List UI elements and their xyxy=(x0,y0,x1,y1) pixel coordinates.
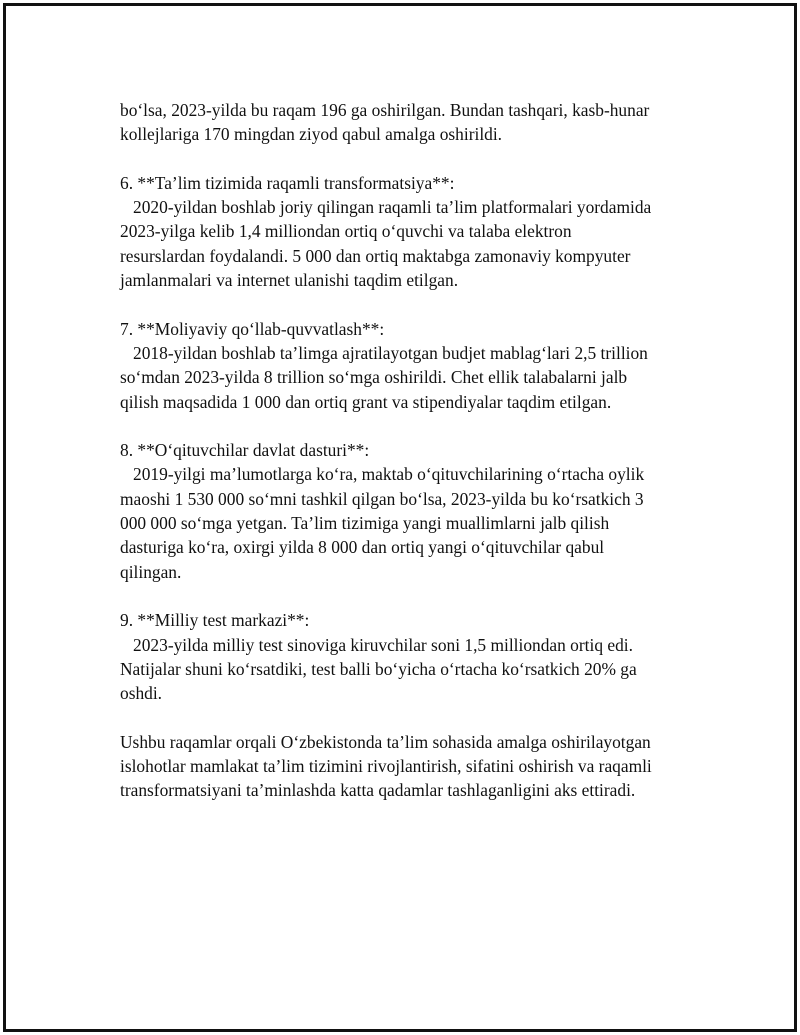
text-line: 000 000 so‘mga yetgan. Ta’lim tizimiga yangi muallimlarni jalb qilish xyxy=(120,513,610,534)
section-9-national-test-center xyxy=(120,608,700,705)
text-line: transformatsiyani ta’minlashda katta qadamlar tashlaganligini aks ettiradi. xyxy=(120,780,636,801)
text-line: 2023-yilda milliy test sinoviga kiruvchilar soni 1,5 milliondan ortiq edi. xyxy=(120,634,633,655)
text-line: 2018-yildan boshlab ta’limga ajratilayotgan budjet mablag‘lari 2,5 trillion xyxy=(120,342,648,363)
paragraph-intro-continuation xyxy=(120,98,700,147)
paragraph-gap xyxy=(120,584,700,608)
text-line: 2023-yilga kelib 1,4 milliondan ortiq o‘quvchi va talaba elektron xyxy=(120,221,572,242)
text-line: 2020-yildan boshlab joriy qilingan raqamli ta’lim platformalari yordamida xyxy=(120,197,652,218)
text-line: kollejlariga 170 mingdan ziyod qabul amalga oshirildi. xyxy=(120,124,503,145)
page-frame xyxy=(3,3,797,1032)
section-heading: 9. **Milliy test markazi**: xyxy=(120,610,310,631)
section-heading: 8. **O‘qituvchilar davlat dasturi**: xyxy=(120,440,370,461)
paragraph-gap xyxy=(120,292,700,316)
text-line: Ushbu raqamlar orqali O‘zbekistonda ta’lim sohasida amalga oshirilayotgan xyxy=(120,731,651,752)
text-line: qilish maqsadida 1 000 dan ortiq grant va stipendiyalar taqdim etilgan. xyxy=(120,391,612,412)
text-line: resurslardan foydalandi. 5 000 dan ortiq maktabga zamonaviy kompyuter xyxy=(120,245,631,266)
text-line: maoshi 1 530 000 so‘mni tashkil qilgan bo‘lsa, 2023-yilda bu ko‘rsatkich 3 xyxy=(120,488,644,509)
text-line: dasturiga ko‘ra, oxirgi yilda 8 000 dan ortiq yangi o‘qituvchilar qabul xyxy=(120,537,605,558)
text-line: jamlanmalari va internet ulanishi taqdim etilgan. xyxy=(120,270,459,291)
paragraph-conclusion xyxy=(120,730,700,803)
paragraph-gap xyxy=(120,705,700,729)
section-6-digital-transformation xyxy=(120,171,700,292)
paragraph-gap xyxy=(120,414,700,438)
text-line: 2019-yilgi ma’lumotlarga ko‘ra, maktab o‘qituvchilarining o‘rtacha oylik xyxy=(120,464,645,485)
section-heading: 7. **Moliyaviy qo‘llab-quvvatlash**: xyxy=(120,318,385,339)
text-line: bo‘lsa, 2023-yilda bu raqam 196 ga oshirilgan. Bundan tashqari, kasb-hunar xyxy=(120,100,650,120)
text-line: qilingan. xyxy=(120,561,182,582)
text-line: Natijalar shuni ko‘rsatdiki, test balli bo‘yicha o‘rtacha ko‘rsatkich 20% ga xyxy=(120,658,637,679)
document-body xyxy=(120,98,700,803)
text-line: oshdi. xyxy=(120,683,163,704)
paragraph-gap xyxy=(120,147,700,171)
section-7-financial-support xyxy=(120,317,700,414)
text-line: so‘mdan 2023-yilda 8 trillion so‘mga oshirildi. Chet ellik talabalarni jalb xyxy=(120,367,628,388)
section-8-teachers-program xyxy=(120,438,700,584)
text-line: islohotlar mamlakat ta’lim tizimini rivojlantirish, sifatini oshirish va raqamli xyxy=(120,756,652,777)
section-heading: 6. **Ta’lim tizimida raqamli transformatsiya**: xyxy=(120,172,455,193)
